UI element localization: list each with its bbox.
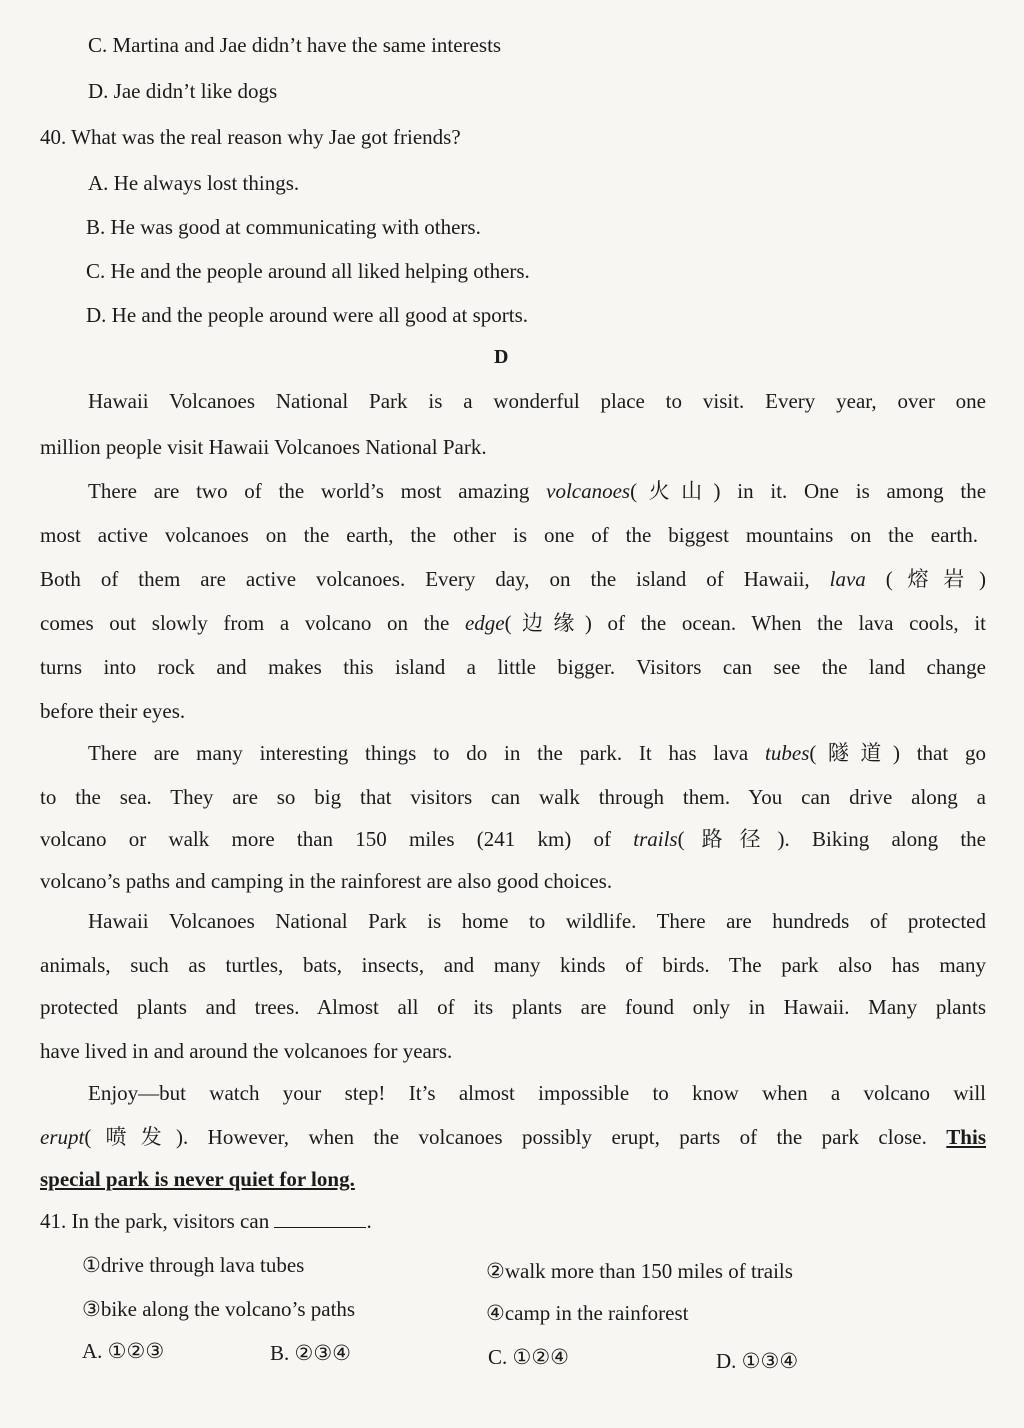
p3-line-3: volcano or walk more than 150 miles (241 km) of trails(路径). Biking along the [40,827,986,851]
q39-option-c: C. Martina and Jae didn’t have the same interests [88,33,502,57]
p2-line-5: turns into rock and makes this island a little bigger. Visitors can see the land change [40,655,986,679]
p5-line-3: special park is never quiet for long. [40,1167,355,1191]
q40-question: 40. What was the real reason why Jae got friends? [40,125,461,149]
p3-line-2: to the sea. They are so big that visitors can walk through them. You can drive along a [40,785,986,809]
q40-option-d: D. He and the people around were all good at sports. [86,303,529,327]
p3-line-4: volcano’s paths and camping in the rainforest are also good choices. [40,869,613,893]
q41-item-3: ③bike along the volcano’s paths [82,1297,356,1321]
q41-option-d: D. ①③④ [716,1349,799,1373]
q40-option-c: C. He and the people around all liked helping others. [86,259,530,283]
p2-line-4: comes out slowly from a volcano on the edge(边缘) of the ocean. When the lava cools, it [40,611,986,635]
p2-line-6: before their eyes. [40,699,186,723]
q41-item-2: ②walk more than 150 miles of trails [486,1259,793,1283]
q41-option-a: A. ①②③ [82,1339,165,1363]
q40-option-b: B. He was good at communicating with others. [86,215,481,239]
q41-option-b: B. ②③④ [270,1341,351,1365]
q41-option-c: C. ①②④ [488,1345,569,1369]
p2-line-1: There are two of the world’s most amazing volcanoes(火山) in it. One is among the [88,479,987,503]
q41-question: 41. In the park, visitors can . [40,1209,372,1233]
p2-line-2: most active volcanoes on the earth, the other is one of the biggest mountains on the earth. [40,523,978,547]
p3-line-1: There are many interesting things to do in the park. It has lava tubes(隧道) that go [88,741,986,765]
p4-line-1: Hawaii Volcanoes National Park is home to wildlife. There are hundreds of protected [88,909,986,933]
p4-line-2: animals, such as turtles, bats, insects, and many kinds of birds. The park also has many [40,953,986,977]
q41-item-4: ④camp in the rainforest [486,1301,689,1325]
q39-option-d: D. Jae didn’t like dogs [88,79,278,103]
answer-blank [274,1209,366,1228]
p1-line-2: million people visit Hawaii Volcanoes National Park. [40,435,487,459]
passage-heading: D [494,346,509,368]
p1-line-1: Hawaii Volcanoes National Park is a wonderful place to visit. Every year, over one [88,389,986,413]
p5-line-2: erupt(喷发). However, when the volcanoes possibly erupt, parts of the park close. This [40,1125,986,1149]
q40-option-a: A. He always lost things. [88,171,300,195]
p4-line-3: protected plants and trees. Almost all of its plants are found only in Hawaii. Many plants [40,995,986,1019]
p2-line-3: Both of them are active volcanoes. Every day, on the island of Hawaii, lava (熔岩) [40,567,986,591]
q41-item-1: ①drive through lava tubes [82,1253,305,1277]
p4-line-4: have lived in and around the volcanoes for years. [40,1039,453,1063]
p5-line-1: Enjoy—but watch your step! It’s almost impossible to know when a volcano will [88,1081,986,1105]
